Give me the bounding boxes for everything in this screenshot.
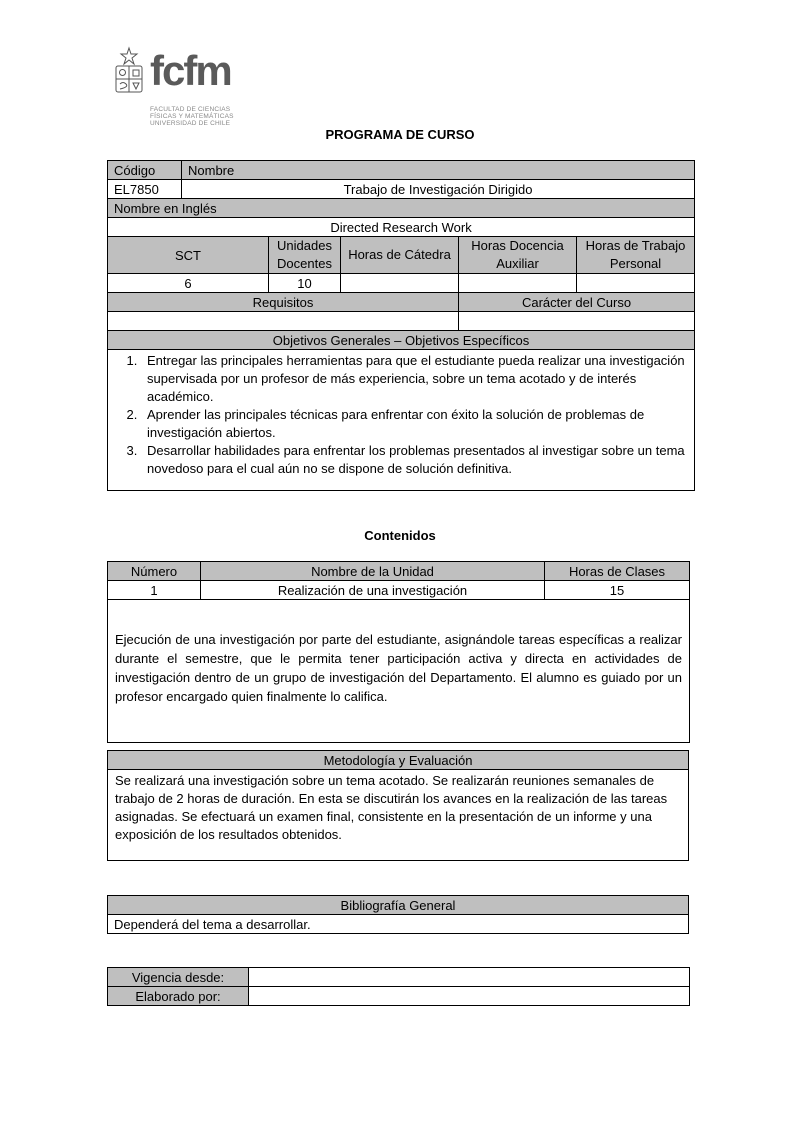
fcfm-logo xyxy=(112,46,242,130)
elaborado-label: Elaborado por: xyxy=(108,987,249,1006)
course-name: Trabajo de Investigación Dirigido xyxy=(182,180,695,199)
bibliografia-header: Bibliografía General xyxy=(108,896,689,915)
list-item: 1. Entregar las principales herramientas para que el estudiante pueda realizar una investigación supervisada por un profesor de más experiencia, sobre un tema acotado y de interés académico. xyxy=(141,352,687,406)
metodologia-header: Metodología y Evaluación xyxy=(108,751,689,770)
unit-number: 1 xyxy=(108,581,201,600)
contenidos-title: Contenidos xyxy=(364,528,436,543)
catedra-header: Horas de Cátedra xyxy=(341,237,459,274)
objetivos-list xyxy=(115,352,687,478)
english-name-header: Nombre en Inglés xyxy=(108,199,695,218)
requisitos-value xyxy=(108,312,459,331)
unit-name: Realización de una investigación xyxy=(201,581,545,600)
personal-value xyxy=(577,274,695,293)
unidades-value: 10 xyxy=(269,274,341,293)
course-code: EL7850 xyxy=(108,180,182,199)
university-crest-icon xyxy=(112,46,146,96)
code-header: Código xyxy=(108,161,182,180)
metodologia-body: Se realizará una investigación sobre un tema acotado. Se realizarán reuniones semanales de trabajo de 2 horas de duración. En esta se discutirán los avances en la realización de las tareas asignadas. Se efectuará un examen final, consistente en la presentación de un informe y una exposición de los resultados obtenidos. xyxy=(108,770,689,861)
personal-header: Horas de Trabajo Personal xyxy=(577,237,695,274)
auxiliar-value xyxy=(459,274,577,293)
contenidos-table xyxy=(107,561,690,743)
unit-description: Ejecución de una investigación por parte del estudiante, asignándole tareas específicas a realizar durante el semestre, que le permita tener participación activa y directa en actividades de investigación dentro de un grupo de investigación del Departamento. El alumno es guiado por un profesor encargado quien finalmente lo califica. xyxy=(108,600,690,743)
requisitos-header: Requisitos xyxy=(108,293,459,312)
numero-header: Número xyxy=(108,562,201,581)
bibliografia-body: Dependerá del tema a desarrollar. xyxy=(108,915,689,934)
unidades-header: Unidades Docentes xyxy=(269,237,341,274)
vigencia-value xyxy=(249,968,690,987)
unidad-header: Nombre de la Unidad xyxy=(201,562,545,581)
sct-header: SCT xyxy=(108,237,269,274)
elaborado-value xyxy=(249,987,690,1006)
sct-value: 6 xyxy=(108,274,269,293)
name-header: Nombre xyxy=(182,161,695,180)
horas-header: Horas de Clases xyxy=(545,562,690,581)
list-item: 3. Desarrollar habilidades para enfrentar los problemas presentados al investigar sobre un tema novedoso para el cual aún no se dispone de solución definitiva. xyxy=(141,442,687,478)
objetivos-header: Objetivos Generales – Objetivos Específicos xyxy=(108,331,695,350)
course-info-table xyxy=(107,160,695,491)
vigencia-label: Vigencia desde: xyxy=(108,968,249,987)
auxiliar-header: Horas Docencia Auxiliar xyxy=(459,237,577,274)
objetivos-body xyxy=(108,350,695,491)
catedra-value xyxy=(341,274,459,293)
vigencia-table xyxy=(107,967,690,1006)
caracter-value xyxy=(459,312,695,331)
caracter-header: Carácter del Curso xyxy=(459,293,695,312)
faculty-name: FACULTAD DE CIENCIAS FÍSICAS Y MATEMÁTICAS UNIVERSIDAD DE CHILE xyxy=(150,106,234,127)
document-title: PROGRAMA DE CURSO xyxy=(325,127,475,142)
bibliografia-table xyxy=(107,895,689,934)
unit-hours: 15 xyxy=(545,581,690,600)
brand-wordmark: fcfm xyxy=(150,47,231,94)
metodologia-table xyxy=(107,750,689,861)
english-name: Directed Research Work xyxy=(108,218,695,237)
list-item: 2. Aprender las principales técnicas para enfrentar con éxito la solución de problemas de investigación abiertos. xyxy=(141,406,687,442)
